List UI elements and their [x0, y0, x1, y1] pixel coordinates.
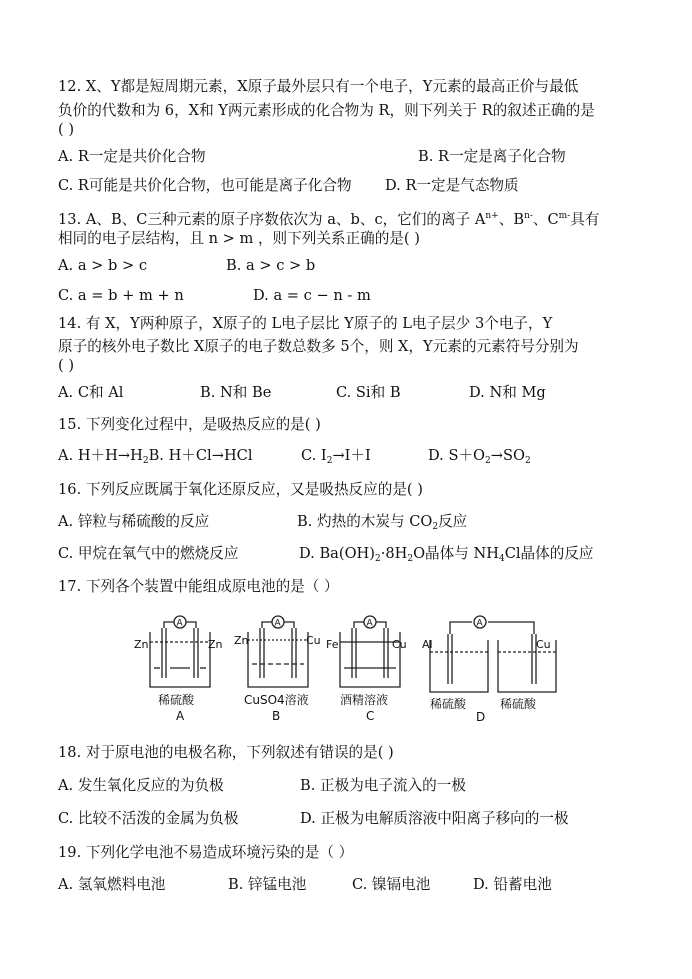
- q12-line2: 负价的代数和为 6，X和 Y两元素形成的化合物为 R，则下列关于 R的叙述正确的是: [58, 102, 595, 119]
- svg-text:A: A: [366, 618, 373, 629]
- q19-option-a: A. 氢氧燃料电池: [58, 876, 166, 893]
- q12-line3: ( ): [58, 121, 75, 138]
- q18-option-d: D. 正极为电解质溶液中阳离子移向的一极: [300, 810, 569, 827]
- q15-option-ab: A. $H+H\to H_2B$. H＋Cl→HCl: [58, 447, 253, 466]
- q14-line1: 14. 有 X，Y两种原子，X原子的 L电子层比 Y原子的 L电子层少 3个电子，Y: [58, 315, 553, 332]
- q14-option-b: B. N和 Be: [200, 384, 272, 401]
- q17-apparatus-figure: [130, 612, 560, 724]
- q17-line1: 17. 下列各个装置中能组成原电池的是（ ）: [58, 578, 339, 595]
- q14-line2: 原子的核外电子数比 X原子的电子数总数多 5个，则 X，Y元素的元素符号分别为: [58, 338, 579, 355]
- q14-option-c: C. Si和 B: [336, 384, 401, 401]
- apparatus-b-letter: B: [272, 709, 281, 723]
- apparatus-b-right-label: Cu: [306, 634, 321, 647]
- apparatus-b-solution: CuSO4溶液: [244, 693, 309, 707]
- q18-option-b: B. 正极为电子流入的一极: [300, 777, 466, 794]
- apparatus-c-solution: 酒精溶液: [340, 693, 389, 707]
- apparatus-a-left-label: Zn: [134, 638, 149, 651]
- q15-option-d: D. $S+O_2\to SO_2$: [428, 447, 531, 466]
- q16-option-c: C. 甲烷在氧气中的燃烧反应: [58, 545, 239, 562]
- apparatus-a-right-label: Zn: [208, 638, 223, 651]
- q12-option-c: C. R可能是共价化合物，也可能是离子化合物: [58, 177, 352, 194]
- q16-line1: 16. 下列反应既属于氧化还原反应，又是吸热反应的是( ): [58, 481, 423, 498]
- q19-option-d: D. 铅蓄电池: [473, 876, 552, 893]
- svg-text:A: A: [176, 618, 183, 629]
- svg-text:A: A: [274, 618, 281, 629]
- apparatus-d-letter: D: [476, 710, 486, 724]
- q13-line1: 13. A、B、C三种元素的原子序数依次为 a、b、c，它们的离子 $A^{n+}$、$B^{n-}$、$C^{m-}$具有: [58, 211, 600, 228]
- apparatus-c-left-label: Fe: [326, 638, 339, 651]
- q18-option-c: C. 比较不活泼的金属为负极: [58, 810, 239, 827]
- q19-line1: 19. 下列化学电池不易造成环境污染的是（ ）: [58, 844, 354, 861]
- q12-line1: 12. X、Y都是短周期元素，X原子最外层只有一个电子，Y元素的最高正价与最低: [58, 78, 579, 95]
- q16-option-d: D. $Ba(OH)_2\cdot 8H_2O$晶体与 $NH_4Cl$晶体的反应: [299, 545, 594, 564]
- q13-option-b: B. a > c > b: [226, 257, 316, 274]
- q19-option-b: B. 锌锰电池: [228, 876, 307, 893]
- q15-option-c: C. $I_2\to I+I$: [301, 447, 371, 466]
- q14-option-a: A. C和 Al: [58, 384, 124, 401]
- q16-option-b: B. 灼热的木炭与 $CO_2$反应: [297, 513, 468, 532]
- q13-line2: 相同的电子层结构，且 n > m ，则下列关系正确的是( ): [58, 230, 420, 247]
- q12-option-a: A. R一定是共价化合物: [58, 148, 206, 165]
- q14-line3: ( ): [58, 357, 75, 374]
- q18-option-a: A. 发生氧化反应的为负极: [58, 777, 224, 794]
- q13-option-a: A. a > b > c: [58, 257, 148, 274]
- q19-option-c: C. 镍镉电池: [352, 876, 431, 893]
- q16-option-a: A. 锌粒与稀硫酸的反应: [58, 513, 210, 530]
- apparatus-a-letter: A: [176, 709, 185, 723]
- q13-option-c: C. a = b + m + n: [58, 287, 184, 304]
- q14-option-d: D. N和 Mg: [469, 384, 546, 401]
- apparatus-a-solution: 稀硫酸: [158, 693, 195, 707]
- apparatus-d-left-label: Al: [422, 638, 433, 651]
- apparatus-d: [430, 616, 556, 692]
- svg-text:A: A: [476, 618, 483, 629]
- q13-option-d: D. a = c − n - m: [253, 287, 371, 304]
- q15-line1: 15. 下列变化过程中，是吸热反应的是( ): [58, 416, 321, 433]
- apparatus-d-right-label: Cu: [536, 638, 551, 651]
- apparatus-c-letter: C: [366, 709, 375, 723]
- apparatus-c-right-label: Cu: [392, 638, 407, 651]
- apparatus-d-solution-right: 稀硫酸: [500, 697, 537, 711]
- q12-option-b: B. R一定是离子化合物: [418, 148, 566, 165]
- apparatus-b-left-label: Zn: [234, 634, 249, 647]
- q18-line1: 18. 对于原电池的电极名称，下列叙述有错误的是( ): [58, 744, 394, 761]
- apparatus-d-solution-left: 稀硫酸: [430, 697, 467, 711]
- q12-option-d: D. R一定是气态物质: [385, 177, 519, 194]
